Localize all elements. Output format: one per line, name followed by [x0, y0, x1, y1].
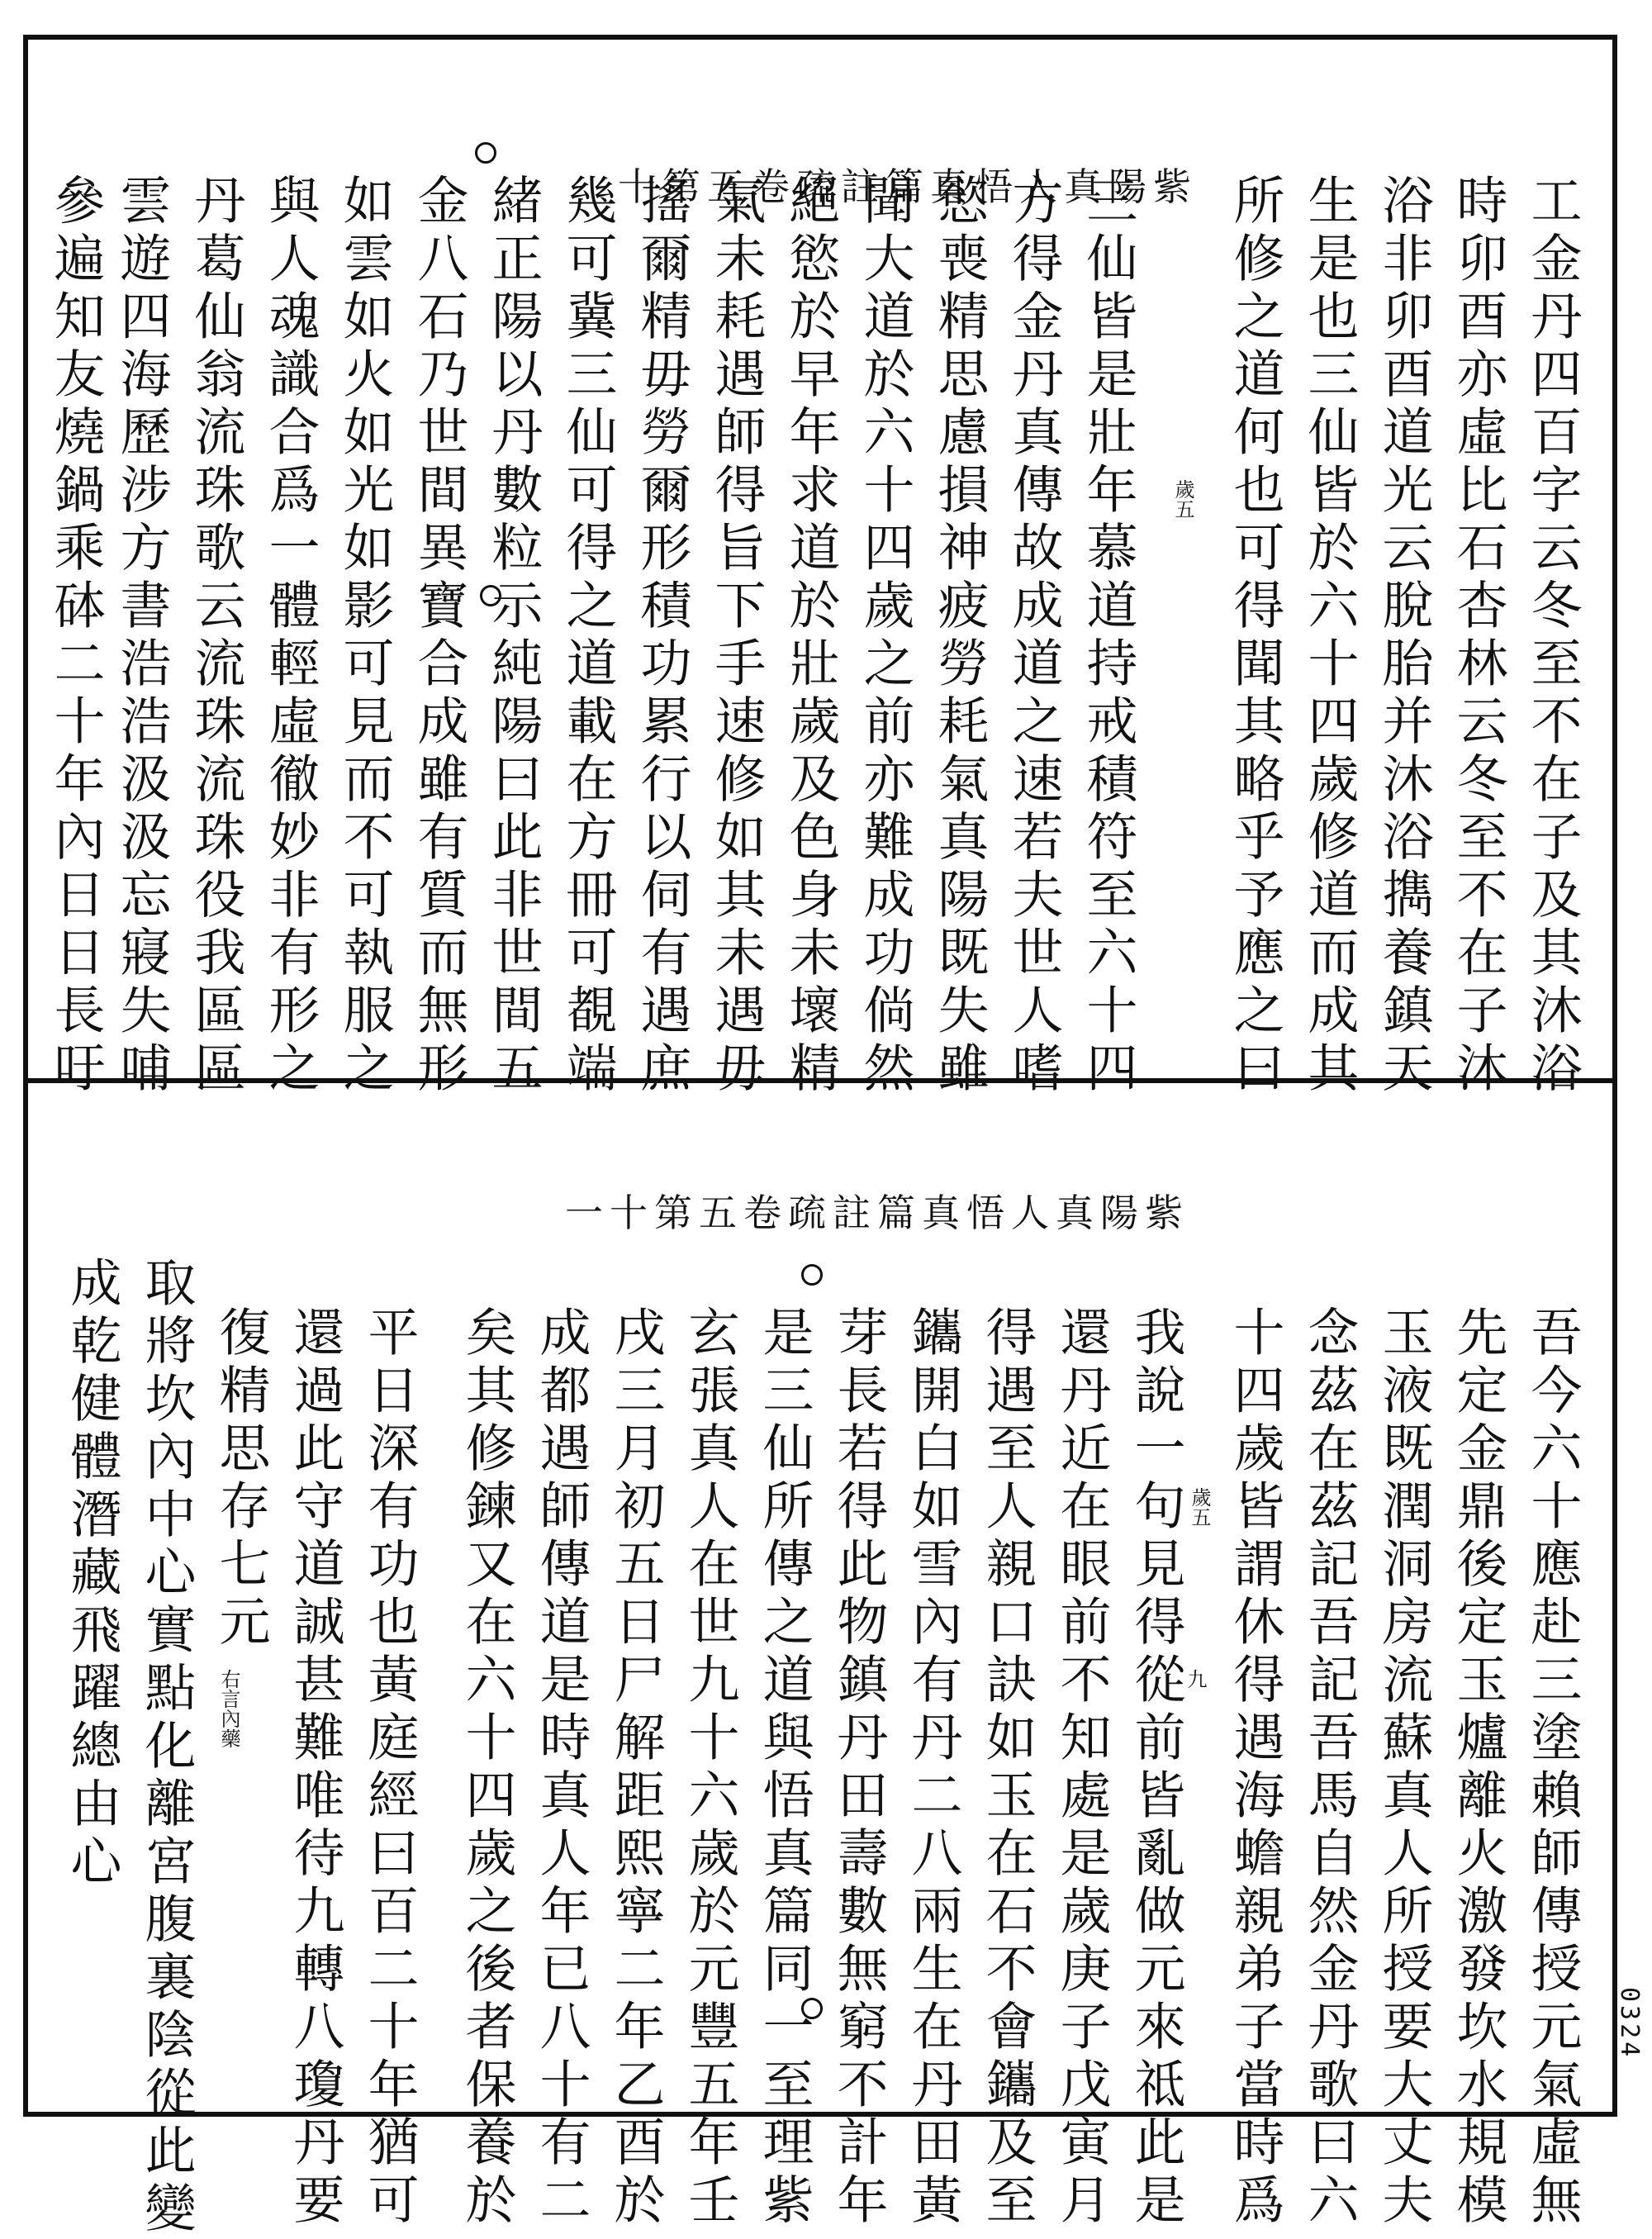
text-column: 還過此守道誠甚難唯待九轉八瓊丹要	[285, 1305, 345, 2231]
text-column: 參遍知友燒鍋乘砵二十年內日日長吁	[45, 174, 106, 1099]
text-column: 得遇至人親口訣如玉在石不會鑴及至	[977, 1305, 1037, 2231]
text-column: 芽長若得此物鎮丹田壽數無窮不計年	[828, 1305, 889, 2231]
text-column: 先定金鼎後定玉爐離火激發坎水規模	[1448, 1305, 1508, 2231]
text-column: 金八石乃世間異寶合成雖有質而無形	[409, 174, 469, 1099]
text-column: 工金丹四百字云冬至不在子及其沐浴	[1522, 174, 1583, 1099]
text-column: 取將坎內中心實點化離宮腹裏陰從此變	[136, 1256, 197, 2239]
text-column: 如雲如火如光如影可見而不可執服之	[335, 174, 395, 1099]
text-column: 時卯酉亦虛比石杏林云冬至不在子沐	[1448, 174, 1508, 1099]
text-column: 吾今六十應赴三塗賴師傳授元氣虛無	[1522, 1305, 1583, 2231]
page-number: 0324	[1615, 1987, 1644, 2061]
text-column: 平日深有功也黃庭經曰百二十年猶可	[359, 1305, 420, 2231]
text-column: 搖爾精毋勞爾形積功累行以伺有遇庶	[632, 174, 692, 1099]
text-column: 還丹近在眼前不知處是歲庚子戊寅月	[1051, 1305, 1112, 2231]
text-column: 矣其修鍊又在六十四歲之後者保養於	[457, 1305, 517, 2231]
text-column: 成都遇師傳道是時真人年已八十有二	[531, 1305, 591, 2231]
text-column: 生是也三仙皆於六十四歲修道而成其	[1299, 174, 1360, 1099]
text-column: 雲遊四海歷涉方書浩浩汲汲忘寢失哺	[112, 174, 172, 1099]
text-column: 丹葛仙翁流珠歌云流珠流珠役我區區	[186, 174, 246, 1099]
annotation-note: 右言內藥	[217, 1669, 240, 1748]
text-column: 復精思存七元	[211, 1305, 271, 1652]
text-column: 慾喪精思慮損神疲勞耗氣真陽既失雖	[929, 174, 990, 1099]
text-column: 是三仙所傳之道與悟真篇同一至理紫	[754, 1305, 814, 2231]
text-column: 絕慾於早年求道於壯歲及色身未壞精	[781, 174, 841, 1099]
text-column: 方得金丹真傳故成道之速若夫世人嗜	[1004, 174, 1064, 1099]
text-column: 幾可冀三仙可得之道載在方冊可覩端	[558, 174, 618, 1099]
circle-mark	[801, 1264, 823, 1286]
text-column: 鑴開白如雪內有丹二八兩生在丹田黃	[903, 1305, 963, 2231]
text-column: 浴非卯酉道光云脫胎并沐浴擕養鎮天	[1374, 174, 1434, 1099]
circle-mark	[475, 142, 496, 164]
text-column: 玉液既潤洞房流蘇真人所授要大丈夫	[1374, 1305, 1434, 2231]
text-column: 三仙皆是壯年慕道持戒積符至六十四	[1078, 174, 1138, 1099]
text-column: 聞大道於六十四歲之前亦難成功倘然	[855, 174, 915, 1099]
text-column: 所修之道何也可得聞其略乎予應之曰	[1225, 174, 1285, 1099]
text-column: 緒正陽以丹數粒示純陽曰此非世間五	[483, 174, 544, 1099]
text-column: 成乾健體潛藏飛躍總由心	[62, 1256, 122, 1892]
text-column: 十四歲皆謂休得遇海蟾親弟子當時爲	[1225, 1305, 1285, 2231]
text-column: 我說一句見得從前皆亂做元來祗此是	[1126, 1305, 1186, 2231]
page-header-top: 紫陽真人悟真篇註疏卷五第十	[618, 164, 1198, 209]
annotation-note: 歲五	[1188, 1487, 1211, 1527]
annotation-note: 歲五	[1171, 479, 1194, 519]
page-header-bottom: 紫陽真人悟真篇註疏卷五第十一	[565, 1191, 1189, 1235]
text-column: 與人魂識合爲一體輕虛徹妙非有形之	[260, 174, 320, 1099]
text-column: 戌三月初五日尸解距熙寧二年乙酉於	[605, 1305, 666, 2231]
text-column: 玄張真人在世九十六歲於元豐五年壬	[680, 1305, 740, 2231]
text-column: 氣未耗遇師得旨下手速修如其未遇毋	[706, 174, 767, 1099]
text-column: 念茲在茲記吾記吾馬自然金丹歌曰六	[1299, 1305, 1360, 2231]
annotation-note: 九	[1184, 1669, 1207, 1689]
